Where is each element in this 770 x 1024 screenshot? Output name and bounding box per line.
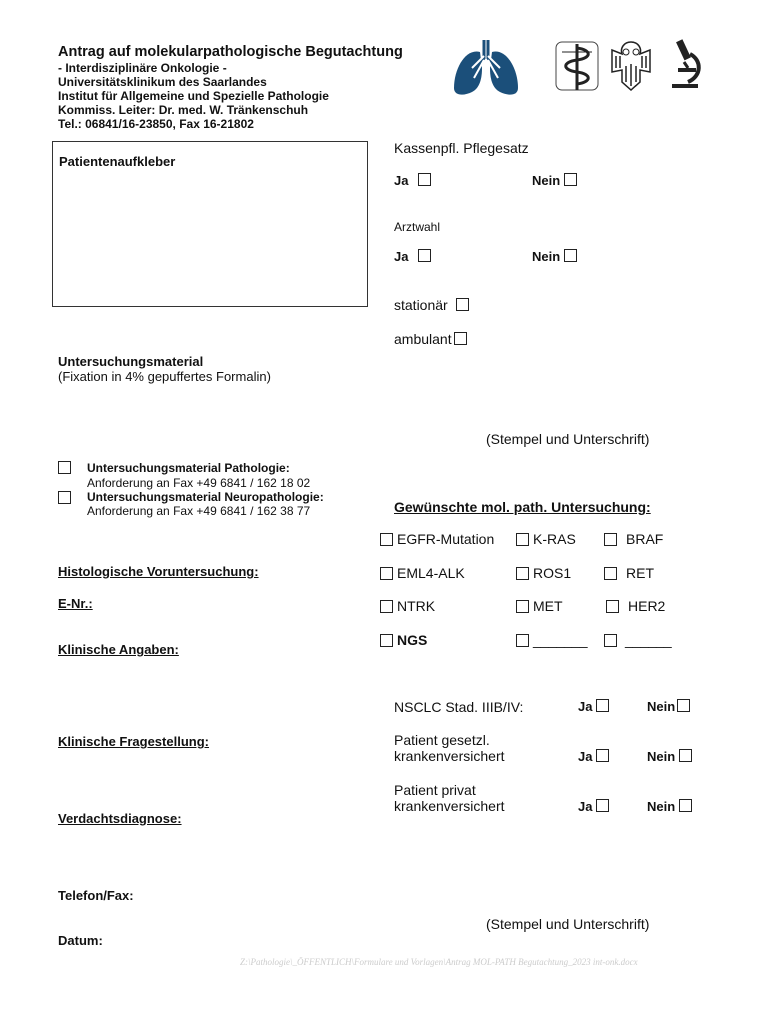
nsclc-ja [578,699,609,714]
test-ros1[interactable] [516,565,571,581]
test-label: EML4-ALK [397,565,465,581]
gesetzl-line: Patient gesetzl. [394,732,490,748]
nsclc-ja-checkbox[interactable] [596,699,609,712]
material-pathologie-title: Untersuchungsmaterial Pathologie: [87,461,290,475]
header-line: Universitätsklinikum des Saarlandes [58,75,267,89]
stamp-signature-1: (Stempel und Unterschrift) [486,431,650,447]
test-label: RET [626,565,654,581]
privat-ja [578,799,609,814]
header-line: - Interdisziplinäre Onkologie - [58,61,227,75]
privat-line: Patient privat [394,782,476,798]
arztwahl-ja [394,249,431,264]
ambulant-checkbox[interactable] [454,332,467,345]
arztwahl-label: Arztwahl [394,220,441,234]
test-checkbox[interactable] [516,634,529,647]
header-line: Institut für Allgemeine und Spezielle Pathologie [58,89,329,103]
privat-line: krankenversichert [394,798,505,814]
privat-label [394,782,505,814]
eagle-crest-logo [606,36,656,94]
material-note: (Fixation in 4% gepuffertes Formalin) [58,369,271,384]
test-checkbox[interactable] [380,567,393,580]
ambulant-row [394,331,467,347]
stationaer-row [394,297,469,313]
test-label: NGS [397,632,428,648]
test-checkbox[interactable] [604,634,617,647]
test-label: K-RAS [533,531,576,547]
kassen-nein-checkbox[interactable] [564,173,577,186]
header-block [58,44,403,131]
ja-label: Ja [578,799,593,814]
test-ntrk[interactable] [380,598,435,614]
test-checkbox[interactable] [380,533,393,546]
patient-sticker-box[interactable] [52,141,368,307]
ambulant-label: ambulant [394,331,452,347]
lungs-logo [450,38,522,98]
privat-nein [647,799,692,814]
privat-ja-checkbox[interactable] [596,799,609,812]
test-other-1[interactable] [516,632,588,648]
stationaer-label: stationär [394,297,448,313]
test-label: MET [533,598,563,614]
test-label: BRAF [626,531,664,547]
gesetzl-ja [578,749,609,764]
nein-label: Nein [647,749,676,764]
form-title: Antrag auf molekularpathologische Begutachtung [58,44,403,60]
ja-label: Ja [394,173,409,188]
nein-label: Nein [532,173,561,188]
test-label: ROS1 [533,565,572,581]
test-kras[interactable] [516,531,576,547]
test-checkbox[interactable] [380,600,393,613]
test-checkbox[interactable] [380,634,393,647]
kassen-nein [532,173,577,188]
gesetzl-label [394,732,505,764]
material-neuropathologie-title: Untersuchungsmaterial Neuropathologie: [87,490,324,504]
test-checkbox[interactable] [604,567,617,580]
test-other-blank[interactable]: ______ [625,632,672,648]
field-enr: E-Nr.: [58,596,93,611]
field-verdacht: Verdachtsdiagnose: [58,811,182,826]
kassen-ja-checkbox[interactable] [418,173,431,186]
material-heading: Untersuchungsmaterial [58,354,204,369]
test-checkbox[interactable] [604,533,617,546]
header-line: Kommiss. Leiter: Dr. med. W. Tränkenschuh [58,103,309,117]
tests-heading: Gewünschte mol. path. Untersuchung: [394,499,651,515]
gesetzl-ja-checkbox[interactable] [596,749,609,762]
test-ret[interactable] [604,565,654,581]
gesetzl-nein [647,749,692,764]
nein-label: Nein [647,799,676,814]
stamp-signature-2: (Stempel und Unterschrift) [486,916,650,932]
test-egfr[interactable] [380,531,494,547]
nsclc-nein [647,699,690,714]
material-pathologie-checkbox[interactable] [58,461,71,474]
aesculapian-staff-logo [552,38,602,94]
field-klin-angaben: Klinische Angaben: [58,642,179,657]
nsclc-label: NSCLC Stad. IIIB/IV: [394,699,524,715]
material-neuropathologie-checkbox[interactable] [58,491,71,504]
test-label: EGFR-Mutation [397,531,495,547]
nein-label: Nein [532,249,561,264]
test-ngs[interactable] [380,632,427,648]
material-pathologie-fax: Anforderung an Fax +49 6841 / 162 18 02 [87,476,311,490]
field-klin-frage: Klinische Fragestellung: [58,734,209,749]
test-met[interactable] [516,598,563,614]
ja-label: Ja [578,749,593,764]
field-telefon: Telefon/Fax: [58,888,134,903]
test-label: HER2 [628,598,666,614]
nein-label: Nein [647,699,676,714]
test-checkbox[interactable] [516,567,529,580]
gesetzl-nein-checkbox[interactable] [679,749,692,762]
test-checkbox[interactable] [516,600,529,613]
test-checkbox[interactable] [516,533,529,546]
stationaer-checkbox[interactable] [456,298,469,311]
ja-label: Ja [394,249,409,264]
patient-sticker-label: Patientenaufkleber [59,154,176,169]
test-her2[interactable] [606,598,665,614]
arztwahl-nein [532,249,577,264]
material-neuropathologie-fax: Anforderung an Fax +49 6841 / 162 38 77 [87,504,311,518]
field-histo: Histologische Voruntersuchung: [58,564,259,579]
test-other-2[interactable] [604,632,672,648]
microscope-icon [664,36,706,90]
ja-label: Ja [578,699,593,714]
arztwahl-nein-checkbox[interactable] [564,249,577,262]
test-eml4-alk[interactable] [380,565,465,581]
privat-nein-checkbox[interactable] [679,799,692,812]
gesetzl-line: krankenversichert [394,748,505,764]
header-line: Tel.: 06841/16-23850, Fax 16-21802 [58,117,254,131]
test-label: NTRK [397,598,436,614]
test-other-blank[interactable]: _______ [533,632,588,648]
nsclc-nein-checkbox[interactable] [677,699,690,712]
kassen-label: Kassenpfl. Pflegesatz [394,140,529,156]
kassen-ja [394,173,431,188]
test-checkbox[interactable] [606,600,619,613]
footer-file-path: Z:\Pathologie\_ÖFFENTLICH\Formulare und Vorlagen\Antrag MOL-PATH Begutachtung_2023 int-onk.docx [240,957,638,967]
arztwahl-ja-checkbox[interactable] [418,249,431,262]
test-braf[interactable] [604,531,663,547]
field-datum: Datum: [58,933,103,948]
